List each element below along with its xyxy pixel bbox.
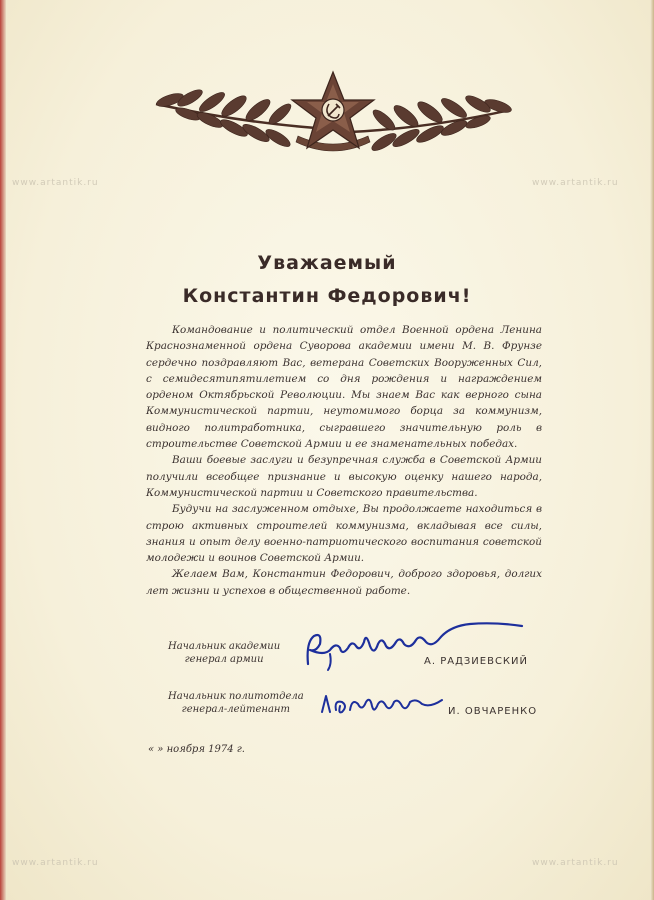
watermark-top-left: www.artantik.ru: [12, 178, 99, 188]
signatory-1-title-line-1: Начальник академии: [168, 641, 281, 652]
letter-body: [146, 322, 542, 599]
signatory-2-title: [168, 690, 304, 716]
salutation-line-2: Константин Федорович!: [182, 285, 472, 307]
paragraph-4: Желаем Вам, Константин Федорович, доброго здоровья, долгих лет жизни и успехов в общественной работе.: [146, 568, 542, 597]
signatory-2-title-line-2: генерал-лейтенант: [181, 704, 291, 715]
date-line: « » ноября 1974 г.: [148, 744, 245, 755]
paragraph-3: Будучи на заслуженном отдыхе, Вы продолжаете находиться в строю активных строителей коммунизма, вкладывая все силы, знания и опыт делу военно-патриотического воспитания советской молодежи и воинов Советской Армии.: [146, 503, 542, 565]
paper-edge-left: [0, 0, 6, 900]
laurel-emblem-ornament: [148, 70, 518, 162]
handwritten-signature-2: [318, 690, 448, 720]
signatory-1-title: [168, 640, 280, 666]
watermark-top-right: www.artantik.ru: [532, 178, 619, 188]
watermark-bottom-right: www.artantik.ru: [532, 858, 619, 868]
paragraph-1: Командование и политический отдел Военной ордена Ленина Краснознаменной ордена Суворова академии имени М. В. Фрунзе сердечно поздравляют Вас, ветерана Советских Вооруженных Сил, с семидесятипятилетием со дня рождения и награждением орденом Октябрьской Революции. Мы знаем Вас как верного сына Коммунистической партии, неутомимого борца за коммунизм, видного политработника, сыгравшего значительную роль в строительстве Советской Армии и ее знаменательных победах.: [146, 324, 542, 451]
signatory-1-title-line-2: генерал армии: [184, 654, 264, 665]
signatory-1-name: А. РАДЗИЕВСКИЙ: [424, 656, 528, 667]
watermark-bottom-left: www.artantik.ru: [12, 858, 99, 868]
salutation-line-1: Уважаемый: [257, 252, 397, 274]
signatory-2-title-line-1: Начальник политотдела: [168, 691, 304, 702]
paper-edge-right: [650, 0, 654, 900]
signatory-2-name: И. ОВЧАРЕНКО: [448, 706, 538, 717]
paragraph-2: Ваши боевые заслуги и безупречная служба в Советской Армии получили всеобщее признание и высокую оценку нашего народа, Коммунистической партии и Советского правительства.: [146, 454, 542, 499]
